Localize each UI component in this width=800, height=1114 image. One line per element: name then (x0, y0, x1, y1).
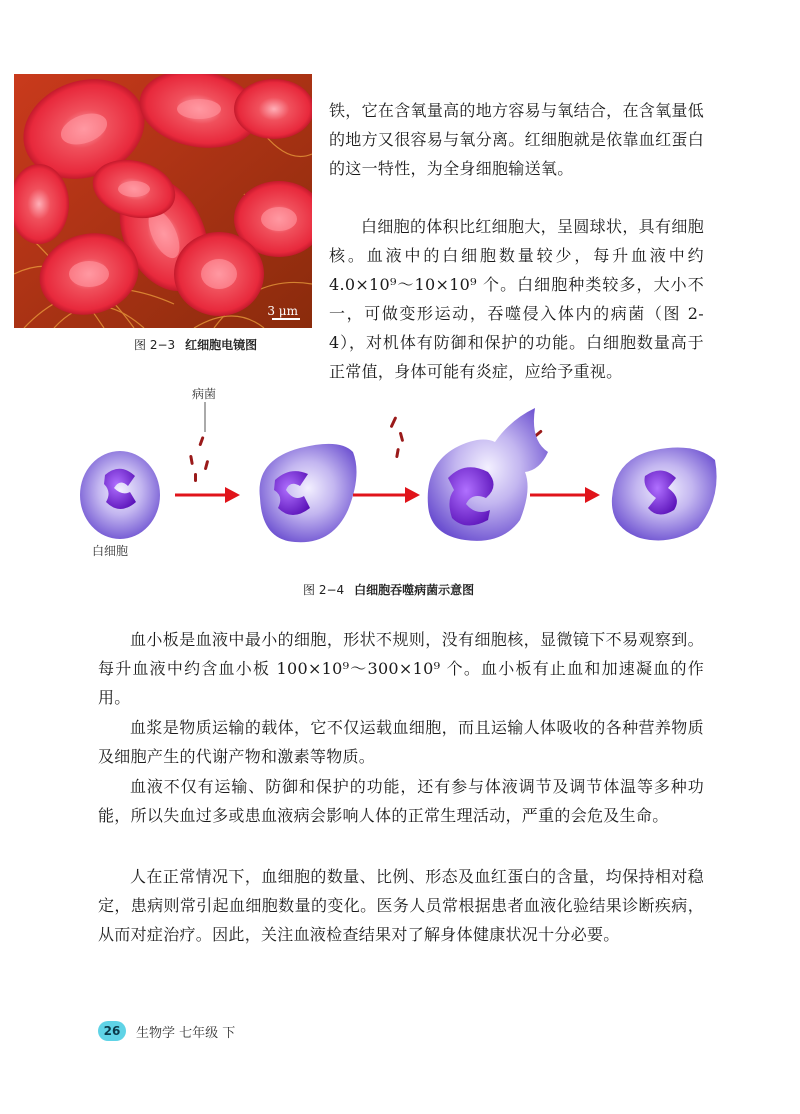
scale-bar (272, 318, 300, 320)
paragraph-blood-functions: 血液不仅有运输、防御和保护的功能，还有参与体液调节及调节体温等多种功能，所以失血过多或患血液病会影响人体的正常生理活动，严重的会危及生命。 (98, 777, 704, 825)
phagocytosis-diagram (70, 380, 730, 560)
label-bacteria: 病菌 (192, 387, 217, 401)
book-title: 生物学 七年级 下 (136, 1026, 236, 1041)
figure-2-3-caption (134, 336, 257, 353)
scale-label: 3 μm (267, 304, 298, 318)
paragraph-plasma: 血浆是物质运输的载体，它不仅运载血细胞，而且运输人体吸收的各种营养物质及细胞产生的代谢产物和激素等物质。 (98, 718, 704, 766)
caption-text: 白细胞吞噬病菌示意图 (354, 583, 475, 597)
figure-2-4-caption (303, 581, 474, 598)
rbc-micrograph (14, 74, 312, 328)
caption-text: 红细胞电镜图 (185, 338, 258, 352)
paragraph-hemoglobin: 铁，它在含氧量高的地方容易与氧结合，在含氧量低的地方又很容易与氧分离。红细胞就是依靠血红蛋白的这一特性，为全身细胞输送氧。 (329, 101, 704, 178)
caption-number: 图 2−3 (134, 338, 176, 352)
page-number: 26 (98, 1021, 126, 1041)
paragraph-platelets: 血小板是血液中最小的细胞，形状不规则，没有细胞核，显微镜下不易观察到。每升血液中约含血小板 100×10⁹～300×10⁹ 个。血小板有止血和加速凝血的作用。 (98, 630, 704, 707)
paragraph-blood-tests: 人在正常情况下，血细胞的数量、比例、形态及血红蛋白的含量，均保持相对稳定，患病则常引起血细胞数量的变化。医务人员常根据患者血液化验结果诊断疾病，从而对症治疗。因此，关注血液检查结果对了解身体健康状况十分必要。 (98, 867, 704, 944)
caption-number: 图 2−4 (303, 583, 345, 597)
paragraph-white-blood-cells: 白细胞的体积比红细胞大，呈圆球状，具有细胞核。血液中的白细胞数量较少，每升血液中约 4.0×10⁹～10×10⁹ 个。白细胞种类较多，大小不一，可做变形运动，吞噬侵入体内的病菌（图 2-4），对机体有防御和保护的功能。白细胞数量高于正常值，身体可能有炎症，应给予重视。 (329, 217, 704, 381)
label-white-blood-cell: 白细胞 (92, 544, 129, 558)
